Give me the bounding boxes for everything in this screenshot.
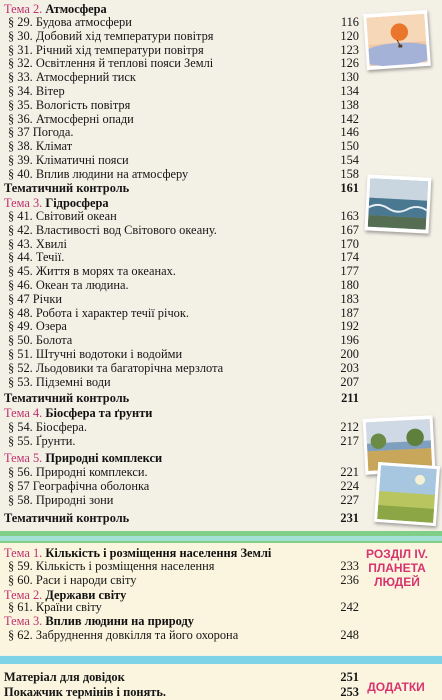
entry-title: § 57 Географічна оболонка (8, 479, 150, 494)
toc-entry[interactable] (0, 573, 442, 587)
entry-title: Покажчик термінів і понять. (4, 684, 167, 699)
entry-title: § 46. Океан та людина. (8, 278, 129, 292)
toc-entry[interactable] (0, 628, 442, 642)
topic-label: Тема 1. (4, 546, 43, 560)
toc-entry[interactable] (0, 139, 442, 153)
toc-entry[interactable] (0, 333, 442, 347)
entry-title: § 49. Озера (8, 319, 67, 334)
page-number: 161 (340, 181, 359, 195)
page-number: 227 (340, 493, 359, 508)
page-number: 146 (340, 125, 359, 140)
page-number: 207 (340, 374, 359, 389)
entry-title: § 42. Властивості вод Світового океану. (8, 222, 217, 237)
page-number: 134 (340, 84, 359, 98)
page-number: 231 (340, 511, 359, 525)
page-number: 200 (340, 347, 359, 361)
page-number: 224 (340, 479, 359, 494)
entry-title: § 33. Атмосферний тиск (8, 70, 136, 85)
page-number: 183 (340, 291, 359, 306)
page-number: 248 (340, 628, 359, 642)
entry-title: § 55. Ґрунти. (8, 433, 76, 448)
entry-title: § 62. Забруднення довкілля та його охорона (8, 628, 239, 642)
topic-label: Тема 3. (4, 196, 43, 210)
toc-entry[interactable] (0, 306, 442, 320)
entry-title: § 50. Болота (8, 333, 73, 348)
page-number: 120 (340, 28, 359, 43)
page-number: 180 (340, 278, 359, 292)
page-number: 142 (340, 111, 359, 126)
page-number: 212 (340, 420, 359, 434)
topic-label: Тема 4. (4, 406, 43, 420)
entry-title: § 59. Кількість і розміщення населення (8, 559, 215, 573)
toc-entry[interactable] (0, 125, 442, 139)
page-number: 174 (340, 250, 359, 265)
page-number: 167 (340, 222, 359, 237)
thematic-control-row[interactable] (0, 391, 442, 405)
section-iv-title-line-3: ЛЮДЕЙ (374, 575, 420, 589)
sea-image (368, 178, 429, 231)
entry-title: § 61. Країни світу (8, 600, 102, 614)
toc-entry[interactable] (0, 292, 442, 306)
thematic-control-label: Тематичний контроль (4, 511, 130, 525)
entry-title: Матеріал для довідок (4, 670, 125, 684)
meadow-photo (374, 462, 440, 526)
page-number: 253 (340, 684, 359, 699)
page-number: 217 (340, 433, 359, 448)
entry-title: § 31. Річний хід температури повітря (8, 42, 204, 57)
toc-entry[interactable] (0, 559, 442, 573)
entry-title: § 60. Раси і народи світу (8, 572, 137, 587)
toc-entry[interactable] (0, 361, 442, 375)
page-number: 116 (340, 15, 359, 29)
page-number: 130 (340, 70, 359, 85)
entry-title: § 29. Будова атмосфери (8, 15, 132, 29)
topic-heading (0, 546, 442, 560)
entry-title: § 40. Вплив людини на атмосферу (8, 166, 189, 181)
toc-entry[interactable] (0, 600, 442, 614)
entry-title: § 39. Кліматичні пояси (8, 153, 129, 167)
entry-title: § 41. Світовий океан (8, 209, 117, 223)
topic-label: Тема 2. (4, 2, 43, 16)
entry-title: § 36. Атмосферні опади (8, 111, 134, 126)
page-number: 163 (340, 209, 359, 223)
page-number: 154 (340, 153, 359, 167)
page-number: 236 (340, 572, 359, 587)
entry-title: § 43. Хвилі (8, 236, 67, 251)
page-number: 251 (340, 670, 359, 684)
balloon-image (366, 13, 427, 67)
toc-entry[interactable] (0, 84, 442, 98)
toc-entry[interactable] (0, 375, 442, 389)
toc-entry[interactable] (0, 237, 442, 251)
appendix-entry[interactable] (0, 670, 442, 684)
entry-title: § 52. Льодовики та багаторічна мерзлота (8, 360, 224, 375)
page-number: 196 (340, 333, 359, 348)
toc-entry[interactable] (0, 112, 442, 126)
toc-entry[interactable] (0, 347, 442, 361)
entry-title: § 47 Річки (8, 291, 62, 306)
page-number: 242 (340, 600, 359, 614)
toc-entry[interactable] (0, 278, 442, 292)
entry-title: § 37 Погода. (8, 125, 74, 140)
entry-title: § 38. Клімат (8, 139, 73, 154)
toc-entry[interactable] (0, 319, 442, 333)
page-number: 221 (340, 465, 359, 479)
entry-title: § 48. Робота і характер течії річок. (8, 305, 189, 320)
entry-title: § 44. Течії. (8, 250, 65, 265)
entry-title: § 30. Добовий хід температури повітря (8, 28, 214, 43)
topic-name: Атмосфера (45, 2, 107, 16)
topic-name: Гідросфера (45, 196, 109, 210)
topic-label: Тема 5. (4, 451, 43, 465)
page-number: 126 (340, 56, 359, 71)
topic-label: Тема 3. (4, 614, 43, 628)
toc-entry[interactable] (0, 98, 442, 112)
thematic-control-label: Тематичний контроль (4, 181, 130, 195)
entry-title: § 56. Природні комплекси. (8, 465, 148, 479)
page-number: 203 (340, 360, 359, 375)
entry-title: § 34. Вітер (8, 84, 65, 98)
entry-title: § 54. Біосфера. (8, 420, 87, 434)
page-number: 150 (340, 139, 359, 154)
page-number: 211 (341, 391, 359, 405)
page-number: 177 (340, 264, 359, 279)
sea-waves-photo (365, 174, 432, 233)
page-number: 138 (340, 97, 359, 112)
entry-title: § 58. Природні зони (8, 493, 114, 508)
toc-entry[interactable] (0, 264, 442, 278)
cyan-stripe (0, 656, 442, 664)
topic-name: Вплив людини на природу (45, 614, 194, 628)
entry-title: § 51. Штучні водотоки і водойми (8, 347, 183, 361)
topic-name: Кількість і розміщення населення Землі (45, 546, 272, 560)
section-iv-title-line-1: РОЗДІЛ IV. (366, 547, 428, 561)
page-number: 192 (340, 319, 359, 334)
page-number: 187 (340, 305, 359, 320)
appendix-title: ДОДАТКИ (367, 680, 425, 694)
meadow-image (377, 465, 437, 523)
section-iv-title-line-2: ПЛАНЕТА (368, 561, 426, 575)
page-number: 233 (340, 559, 359, 573)
page-number: 158 (340, 166, 359, 181)
toc-entry[interactable] (0, 250, 442, 264)
toc-entry[interactable] (0, 153, 442, 167)
hot-air-balloon-photo (363, 10, 431, 70)
page-number: 123 (340, 42, 359, 57)
topic-label: Тема 2. (4, 588, 43, 602)
topic-name: Держави світу (45, 588, 127, 602)
topic-heading (0, 614, 442, 628)
thematic-control-label: Тематичний контроль (4, 391, 130, 405)
topic-name: Біосфера та ґрунти (45, 406, 153, 420)
toc-entry[interactable] (0, 70, 442, 84)
appendix-entry[interactable] (0, 685, 442, 699)
page-number: 170 (340, 236, 359, 251)
entry-title: § 53. Підземні води (8, 374, 111, 389)
topic-name: Природні комплекси (45, 451, 163, 465)
cyan-stripe (0, 536, 442, 541)
entry-title: § 32. Освітлення й теплові пояси Землі (8, 56, 214, 71)
entry-title: § 45. Життя в морях та океанах. (8, 264, 176, 279)
entry-title: § 35. Вологість повітря (8, 97, 131, 112)
